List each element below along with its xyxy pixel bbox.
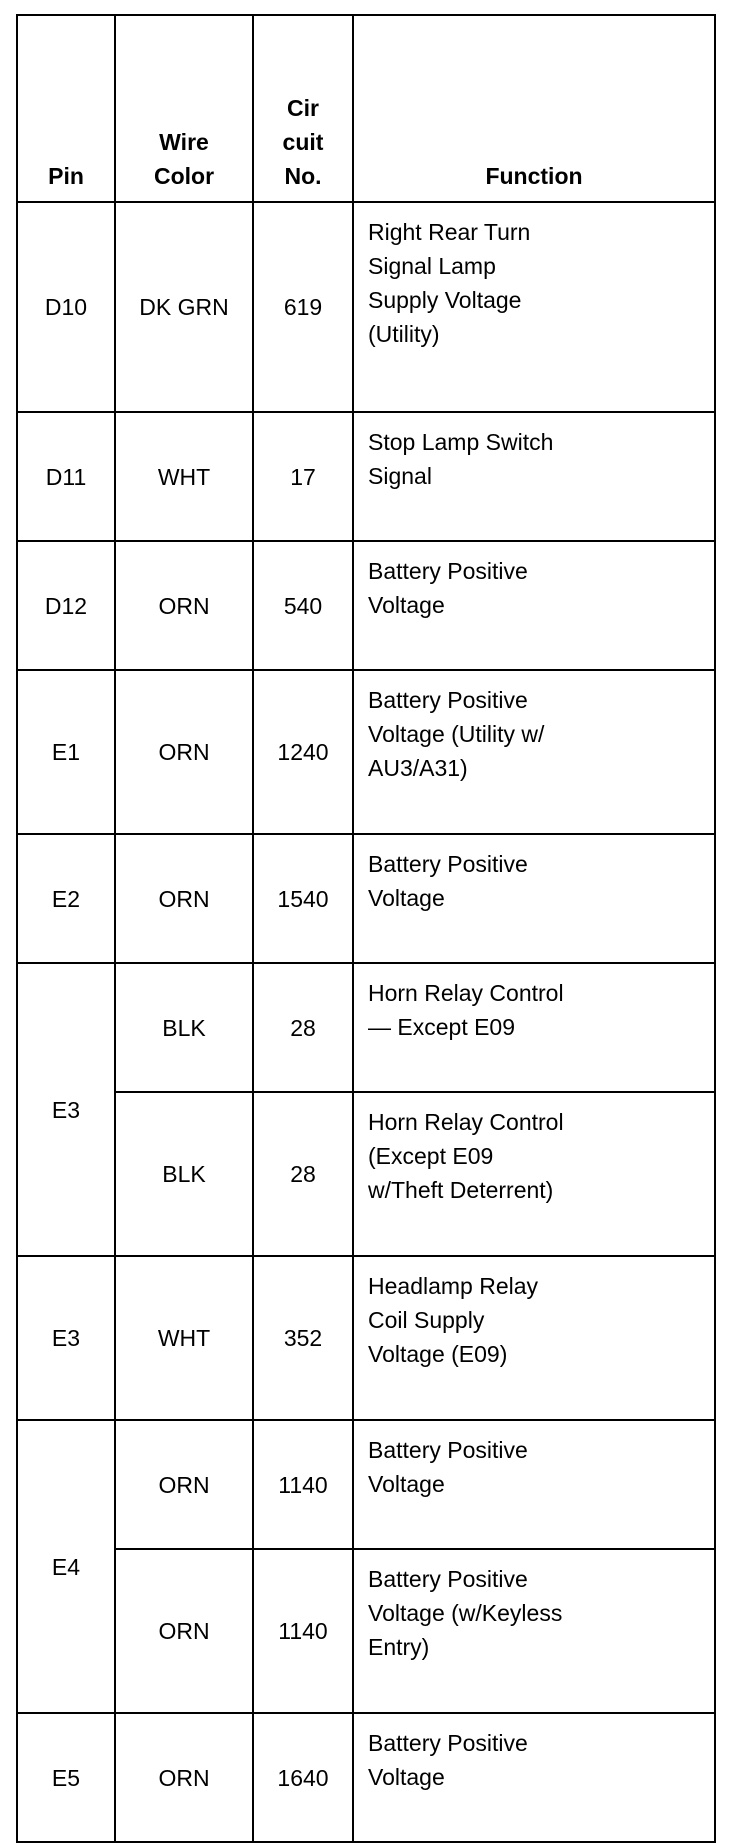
table-row xyxy=(17,412,715,541)
pin-cell: E3 xyxy=(17,963,115,1256)
function-cell: Right Rear Turn Signal Lamp Supply Voltage (Utility) xyxy=(353,202,715,412)
circuit-cell: 1640 xyxy=(253,1713,353,1842)
circuit-cell: 28 xyxy=(253,963,353,1092)
table-row xyxy=(17,834,715,963)
pin-cell: E3 xyxy=(17,1256,115,1420)
circuit-cell: 1540 xyxy=(253,834,353,963)
circuit-cell: 1140 xyxy=(253,1420,353,1549)
wire-color-cell: BLK xyxy=(115,1092,253,1256)
circuit-cell: 28 xyxy=(253,1092,353,1256)
pin-cell: D11 xyxy=(17,412,115,541)
circuit-cell: 1140 xyxy=(253,1549,353,1713)
function-cell: Battery Positive Voltage xyxy=(353,1713,715,1842)
wire-color-cell: WHT xyxy=(115,412,253,541)
pin-cell: E4 xyxy=(17,1420,115,1713)
function-cell: Stop Lamp Switch Signal xyxy=(353,412,715,541)
table-row xyxy=(17,963,715,1092)
wire-color-cell: ORN xyxy=(115,1713,253,1842)
wire-color-cell: ORN xyxy=(115,834,253,963)
pin-cell: E1 xyxy=(17,670,115,834)
wire-color-cell: ORN xyxy=(115,670,253,834)
table-row xyxy=(17,1420,715,1549)
circuit-cell: 619 xyxy=(253,202,353,412)
pinout-table xyxy=(16,14,716,1843)
wire-color-cell: DK GRN xyxy=(115,202,253,412)
table-row xyxy=(17,1713,715,1842)
table-row xyxy=(17,1092,715,1256)
wire-color-cell: ORN xyxy=(115,541,253,670)
wire-color-cell: ORN xyxy=(115,1420,253,1549)
function-cell: Battery Positive Voltage xyxy=(353,834,715,963)
header-row xyxy=(17,15,715,202)
function-cell: Battery Positive Voltage xyxy=(353,541,715,670)
function-cell: Battery Positive Voltage xyxy=(353,1420,715,1549)
pin-cell: D12 xyxy=(17,541,115,670)
table-row xyxy=(17,1549,715,1713)
wire-color-cell: WHT xyxy=(115,1256,253,1420)
header-wire-color: Wire Color xyxy=(115,15,253,202)
function-cell: Headlamp Relay Coil Supply Voltage (E09) xyxy=(353,1256,715,1420)
function-cell: Battery Positive Voltage (Utility w/ AU3/A31) xyxy=(353,670,715,834)
header-pin: Pin xyxy=(17,15,115,202)
function-cell: Horn Relay Control — Except E09 xyxy=(353,963,715,1092)
table-row xyxy=(17,202,715,412)
pin-cell: D10 xyxy=(17,202,115,412)
header-circuit-no: Cir cuit No. xyxy=(253,15,353,202)
table-row xyxy=(17,1256,715,1420)
function-cell: Horn Relay Control (Except E09 w/Theft Deterrent) xyxy=(353,1092,715,1256)
pin-cell: E5 xyxy=(17,1713,115,1842)
circuit-cell: 1240 xyxy=(253,670,353,834)
header-function: Function xyxy=(353,15,715,202)
circuit-cell: 17 xyxy=(253,412,353,541)
function-cell: Battery Positive Voltage (w/Keyless Entry) xyxy=(353,1549,715,1713)
circuit-cell: 352 xyxy=(253,1256,353,1420)
table-row xyxy=(17,541,715,670)
pin-cell: E2 xyxy=(17,834,115,963)
table-row xyxy=(17,670,715,834)
wire-color-cell: ORN xyxy=(115,1549,253,1713)
circuit-cell: 540 xyxy=(253,541,353,670)
wire-color-cell: BLK xyxy=(115,963,253,1092)
